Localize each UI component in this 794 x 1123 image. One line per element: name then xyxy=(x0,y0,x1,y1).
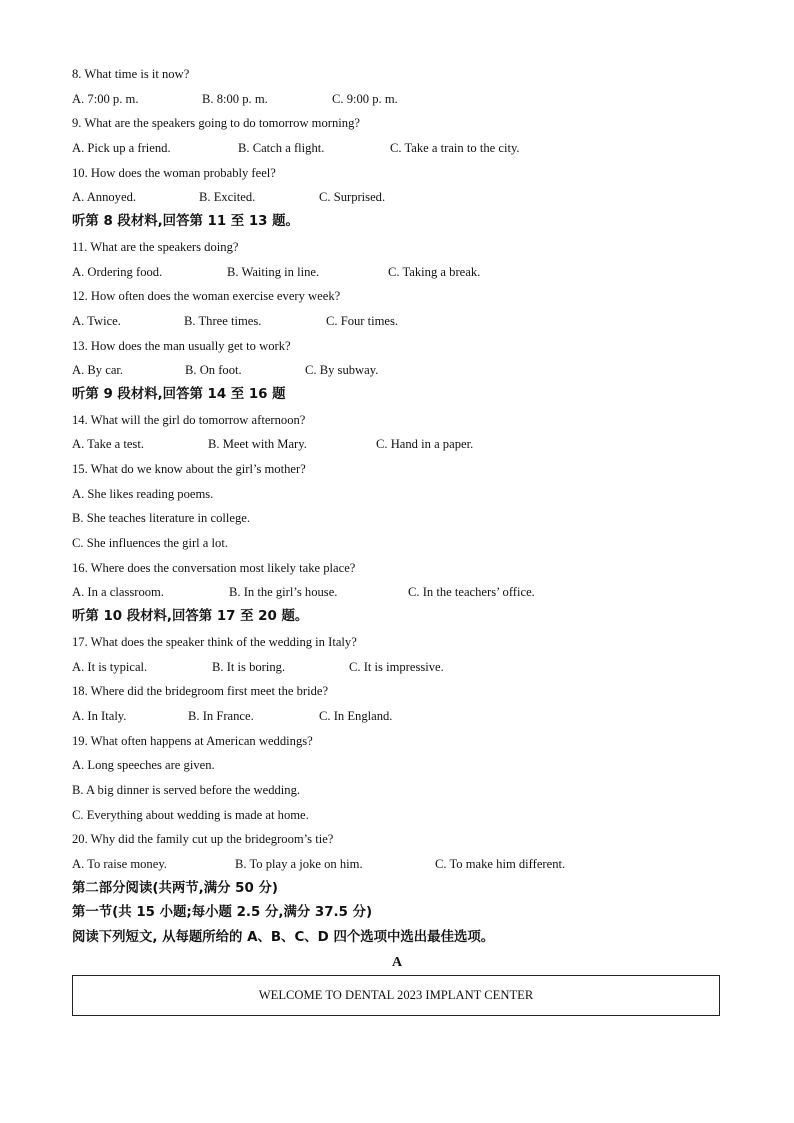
question-15: 15. What do we know about the girl’s mother? xyxy=(72,462,306,476)
option-b: B. 8:00 p. m. xyxy=(202,91,268,106)
option-b: B. Catch a flight. xyxy=(238,141,325,156)
question-20: 20. Why did the family cut up the bridegroom’s tie? xyxy=(72,832,334,847)
question-14: 14. What will the girl do tomorrow afternoon? xyxy=(72,412,306,427)
option-c: C. Take a train to the city. xyxy=(390,141,520,156)
option-a: A. Long speeches are given. xyxy=(72,758,215,773)
options-13 xyxy=(72,358,722,383)
option-a: A. Twice. xyxy=(72,313,121,328)
question-19: 19. What often happens at American weddings? xyxy=(72,733,313,748)
option-b: B. It is boring. xyxy=(212,659,286,674)
options-20 xyxy=(72,852,722,877)
option-c: C. Taking a break. xyxy=(388,264,481,279)
option-a: A. Annoyed. xyxy=(72,190,137,205)
options-16 xyxy=(72,580,722,605)
option-a: A. 7:00 p. m. xyxy=(72,91,139,106)
section-one-heading: 第一节(共 15 小题;每小题 2.5 分,满分 37.5 分) xyxy=(72,905,373,921)
section-heading-9: 听第 9 段材料,回答第 14 至 16 题 xyxy=(72,386,286,402)
part-two-heading: 第二部分阅读(共两节,满分 50 分) xyxy=(72,880,278,896)
question-18: 18. Where did the bridegroom first meet the bride? xyxy=(72,684,329,699)
option-b: B. She teaches literature in college. xyxy=(72,511,250,526)
options-17 xyxy=(72,655,722,680)
question-9: 9. What are the speakers going to do tomorrow morning? xyxy=(72,116,360,131)
option-b: B. Three times. xyxy=(184,313,262,328)
option-c: C. It is impressive. xyxy=(349,659,444,674)
options-18 xyxy=(72,704,722,729)
option-a: A. To raise money. xyxy=(72,857,167,871)
question-17: 17. What does the speaker think of the wedding in Italy? xyxy=(72,634,357,649)
options-9 xyxy=(72,136,722,161)
option-c: C. To make him different. xyxy=(435,857,566,871)
question-16: 16. Where does the conversation most likely take place? xyxy=(72,560,356,575)
banner-title: WELCOME TO DENTAL 2023 IMPLANT CENTER xyxy=(258,988,534,1002)
options-8 xyxy=(72,87,722,112)
option-a: A. Ordering food. xyxy=(72,264,163,279)
options-14 xyxy=(72,432,722,457)
option-b: B. To play a joke on him. xyxy=(235,857,363,871)
options-10 xyxy=(72,185,722,210)
option-c: C. Hand in a paper. xyxy=(376,437,474,452)
exam-page xyxy=(72,62,722,975)
option-b: B. In France. xyxy=(188,708,254,723)
option-a: A. Pick up a friend. xyxy=(72,141,171,156)
option-c: C. 9:00 p. m. xyxy=(332,91,398,106)
option-a: A. In Italy. xyxy=(72,708,127,723)
option-a: A. Take a test. xyxy=(72,437,144,452)
option-b: B. A big dinner is served before the wedding. xyxy=(72,782,301,797)
option-a: A. It is typical. xyxy=(72,659,148,674)
options-11 xyxy=(72,260,722,285)
option-c: C. Surprised. xyxy=(319,190,386,205)
option-a: A. By car. xyxy=(72,363,124,378)
section-heading-8: 听第 8 段材料,回答第 11 至 13 题。 xyxy=(72,214,299,230)
passage-letter: A xyxy=(391,954,403,970)
question-11: 11. What are the speakers doing? xyxy=(72,239,239,254)
section-heading-10: 听第 10 段材料,回答第 17 至 20 题。 xyxy=(72,609,309,625)
option-b: B. Excited. xyxy=(199,190,256,205)
option-a: A. She likes reading poems. xyxy=(72,486,214,501)
question-10: 10. How does the woman probably feel? xyxy=(72,165,276,180)
option-b: B. In the girl’s house. xyxy=(229,585,338,600)
options-12 xyxy=(72,309,722,334)
reading-instructions: 阅读下列短文, 从每题所给的 A、B、C、D 四个选项中选出最佳选项。 xyxy=(72,930,495,946)
passage-banner-box xyxy=(72,975,720,1016)
question-12: 12. How often does the woman exercise every week? xyxy=(72,289,341,304)
option-c: C. Everything about wedding is made at home. xyxy=(72,807,309,822)
option-b: B. Waiting in line. xyxy=(227,264,320,279)
option-a: A. In a classroom. xyxy=(72,585,164,600)
option-c: C. In England. xyxy=(319,708,393,723)
option-c: C. Four times. xyxy=(326,313,399,328)
option-c: C. She influences the girl a lot. xyxy=(72,536,228,551)
option-c: C. In the teachers’ office. xyxy=(408,585,535,600)
option-c: C. By subway. xyxy=(305,363,379,378)
option-b: B. On foot. xyxy=(185,363,242,378)
question-13: 13. How does the man usually get to work? xyxy=(72,338,291,353)
option-b: B. Meet with Mary. xyxy=(208,437,307,452)
question-8: 8. What time is it now? xyxy=(72,67,190,81)
